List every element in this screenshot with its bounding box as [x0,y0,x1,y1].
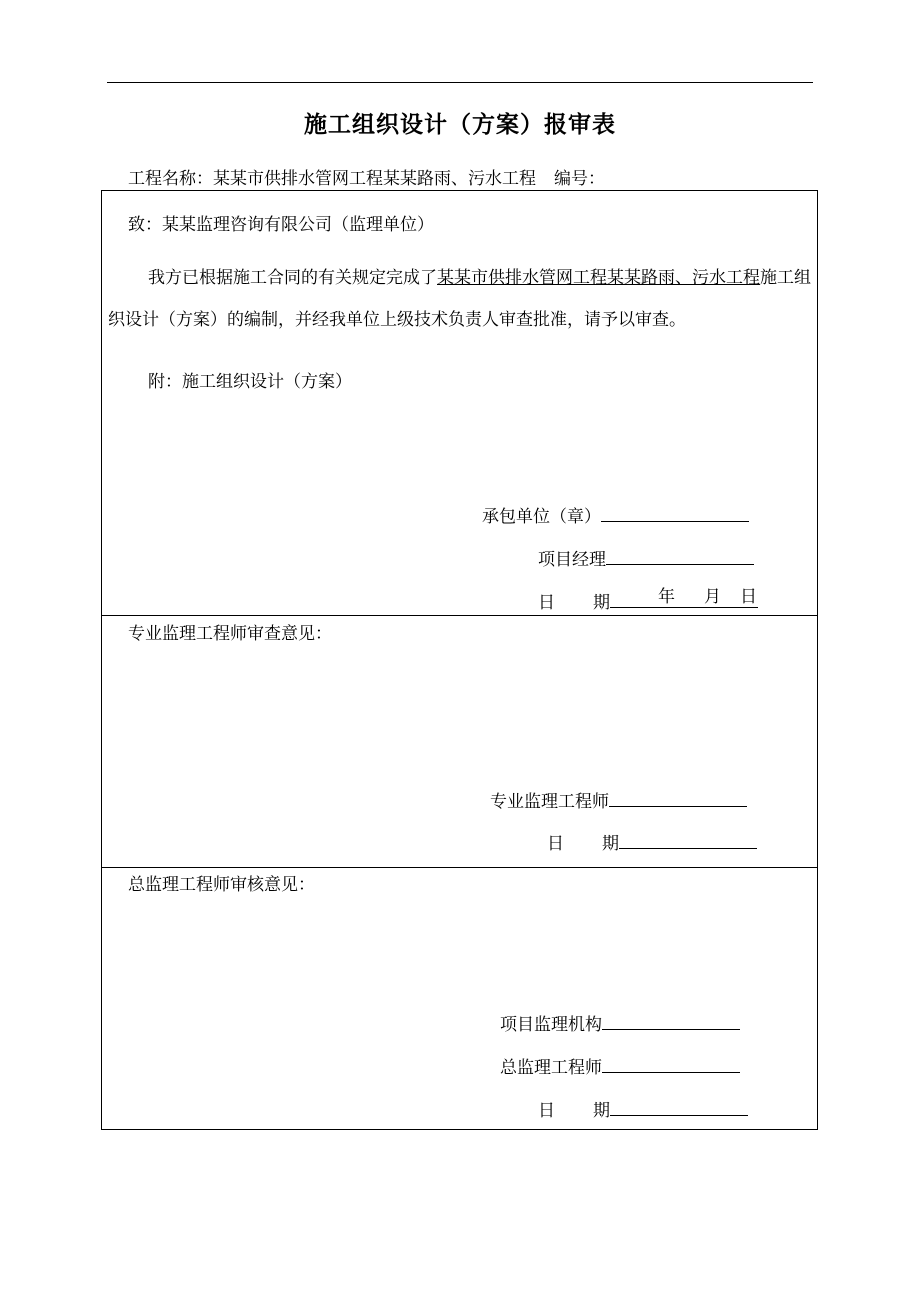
supervision-org-row [500,1011,740,1037]
specialist-engineer-label: 专业监理工程师 [490,792,609,812]
submission-paragraph [108,257,816,341]
project-manager-signature-field[interactable] [606,546,754,565]
date-label-char1: 日 [538,593,555,613]
body-suffix: 施工组织设计（方案）的编制，并经我单位上级技术负责人审查批准，请予以审查。 [108,268,811,330]
project-info-line [128,164,605,189]
year-label: 年 [658,587,675,607]
date-label-char2: 期 [593,593,610,613]
specialist-engineer-signature-field[interactable] [609,788,747,807]
chief-engineer-row [500,1054,740,1080]
chief-review-heading: 总监理工程师审核意见： [128,875,315,895]
specialist-review-section [102,616,817,868]
body-project-name: 某某市供排水管网工程某某路雨、污水工程 [437,268,760,288]
contractor-seal-row [482,503,749,529]
specialist-review-heading: 专业监理工程师审查意见： [128,624,332,644]
chief-engineer-signature-field[interactable] [602,1054,740,1073]
specialist-engineer-row [490,788,747,814]
supervision-org-signature-field[interactable] [602,1011,740,1030]
specialist-date-field[interactable] [619,830,757,849]
project-name-label: 工程名称： [128,169,213,189]
contractor-label: 承包单位（章） [482,507,601,527]
approval-form [101,190,818,1130]
chief-review-section [102,868,817,1130]
date-label-char1: 日 [547,834,564,854]
supervision-org-label: 项目监理机构 [500,1015,602,1035]
chief-date-field[interactable] [610,1097,748,1116]
contractor-date-field[interactable] [610,589,758,608]
contractor-signature-field[interactable] [601,503,749,522]
project-name-value: 某某市供排水管网工程某某路雨、污水工程 [213,169,536,189]
contractor-date-row [538,589,758,615]
project-manager-row [538,546,754,572]
body-prefix: 我方已根据施工合同的有关规定完成了 [148,268,437,288]
chief-engineer-label: 总监理工程师 [500,1058,602,1078]
project-number-label: 编号： [554,169,605,189]
day-label: 日 [740,587,757,607]
contractor-submission-section [102,191,817,616]
date-label-char2: 期 [593,1101,610,1121]
date-label-char1: 日 [538,1101,555,1121]
date-label-char2: 期 [602,834,619,854]
specialist-date-row [547,830,757,856]
document-title: 施工组织设计（方案）报审表 [304,111,616,138]
month-label: 月 [704,587,721,607]
header-rule [107,82,813,83]
chief-date-row [538,1097,748,1123]
addressee-line: 致：某某监理咨询有限公司（监理单位） [128,215,434,235]
attachment-line: 附：施工组织设计（方案） [148,372,352,392]
project-manager-label: 项目经理 [538,550,606,570]
